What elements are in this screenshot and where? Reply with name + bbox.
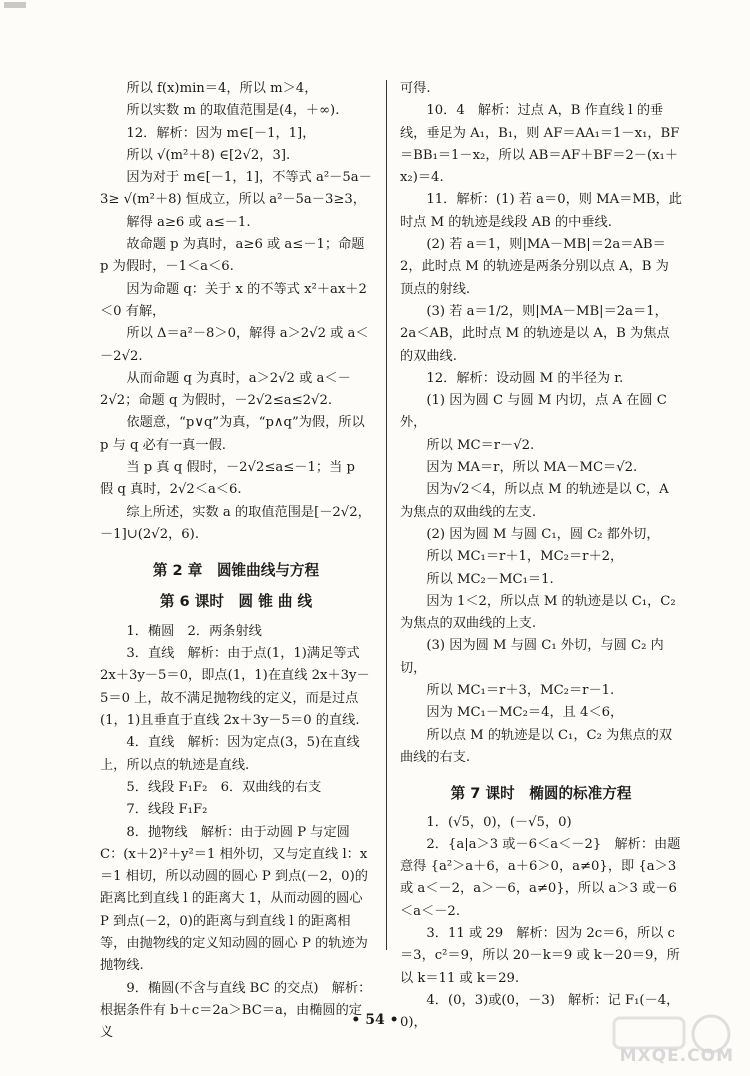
paragraph: 所以 MC₁＝r＋1，MC₂＝r＋2，	[426, 549, 624, 565]
paragraph: 因为对于 m∈[－1，1]，不等式 a²－5a－3≥ √(m²＋8) 恒成立，所以 a²－5a－3≥3，	[100, 170, 372, 208]
paragraph: (2) 因为圆 M 与圆 C₁，圆 C₂ 都外切，	[426, 526, 660, 542]
paragraph: 所以 MC₁＝r＋3，MC₂＝r－1.	[426, 683, 615, 699]
paragraph: 4．直线 解析：因为定点(3，5)在直线上，所以点的轨迹是直线.	[100, 735, 360, 773]
paragraph: 1．椭圆 2．两条射线	[126, 623, 262, 639]
paragraph: (3) 若 a＝1/2，则|MA－MB|＝2a＝1，2a＜AB，此时点 M 的轨迹是以 A，B 为焦点的双曲线.	[400, 303, 670, 364]
left-column	[100, 78, 372, 1044]
page-number: • 54 •	[351, 1012, 399, 1028]
paragraph: 2．{a|a＞3 或－6＜a＜－2} 解析：由题意得 {a²＞a＋6，a＋6＞0，a≠0}，即 {a＞3 或 a＜－2，a＞－6，a≠0}，所以 a＞3 或－6＜a＜－2.	[400, 836, 681, 919]
paragraph: 综上所述，实数 a 的取值范围是[－2√2，－1]∪(2√2，6).	[100, 504, 371, 542]
paragraph: 1．(√5，0)，(－√5，0)	[426, 814, 572, 830]
watermark-text: MXQE.COM	[619, 1046, 734, 1066]
paragraph: 所以 Δ＝a²－8＞0，解得 a＞2√2 或 a＜－2√2.	[100, 326, 369, 364]
chapter-heading: 第 2 章 圆锥曲线与方程	[152, 562, 320, 580]
paragraph: 可得.	[400, 81, 431, 96]
paragraph: 因为√2＜4，所以点 M 的轨迹是以 C，A 为焦点的双曲线的左支.	[400, 482, 669, 520]
paragraph: 10．4 解析：过点 A，B 作直线 l 的垂线，垂足为 A₁，B₁，则 AF＝AA₁＝1－x₁，BF＝BB₁＝1－x₂，所以 AB＝AF＋BF＝2－(x₁＋x₂)＝4.	[400, 103, 680, 186]
paragraph: 7．线段 F₁F₂	[126, 802, 208, 818]
paragraph: 12．解析：设动圆 M 的半径为 r.	[426, 370, 624, 386]
paragraph: 12．解析：因为 m∈[－1，1]，	[126, 125, 316, 141]
column-divider	[386, 80, 387, 950]
paragraph: 依题意，“p∨q”为真，“p∧q”为假，所以 p 与 q 必有一真一假.	[100, 415, 365, 453]
paragraph: 因为命题 q：关于 x 的不等式 x²＋ax＋2＜0 有解，	[100, 281, 367, 319]
paragraph: 解得 a≥6 或 a≤－1.	[126, 214, 251, 230]
paragraph: 所以 MC＝r－√2.	[426, 437, 535, 453]
paragraph: 因为 MA＝r，所以 MA－MC＝√2.	[426, 460, 638, 476]
paragraph: 所以 f(x)min＝4，所以 m＞4，	[126, 81, 318, 96]
paragraph: 当 p 真 q 假时，－2√2≤a≤－1；当 p 假 q 真时，2√2＜a＜6.	[100, 460, 355, 498]
paragraph: 所以点 M 的轨迹是以 C₁，C₂ 为焦点的双曲线的右支.	[400, 727, 673, 765]
paragraph: 3．11 或 29 解析：因为 2c＝6，所以 c＝3，c²＝9，所以 20－k＝9 或 k－20＝9，所以 k＝11 或 k＝29.	[400, 925, 680, 986]
paragraph: (1) 因为圆 C 与圆 M 内切，点 A 在圆 C 外，	[400, 393, 667, 431]
corner-mark	[4, 2, 26, 8]
paragraph: 8．抛物线 解析：由于动圆 P 与定圆 C：(x＋2)²＋y²＝1 相外切，又与定直线 l：x＝1 相切，所以动圆的圆心 P 到点(－2，0)的距离比到直线 l 的距离大 1，从而动圆的圆心 P 到点(－2，0)的距离与到直线 l 的距离相等，由抛物线的定义知动圆的圆心 P 的轨迹为抛物线.	[100, 824, 368, 974]
lesson-heading: 第 7 课时 椭圆的标准方程	[450, 785, 632, 803]
paragraph: 11．解析：(1) 若 a＝0，则 MA＝MB，此时点 M 的轨迹是线段 AB 的中垂线.	[400, 192, 682, 230]
paragraph: 所以 √(m²＋8) ∈[2√2，3].	[126, 147, 291, 163]
paragraph: 3．直线 解析：由于点(1，1)满足等式 2x＋3y－5＝0，即点(1，1)在直线 2x＋3y－5＝0 上，故不满足抛物线的定义，而是过点(1，1)且垂直于直线 2x＋3y－5＝0 的直线.	[100, 646, 370, 729]
right-column	[400, 78, 682, 1034]
paragraph: 故命题 p 为真时，a≥6 或 a≤－1；命题 p 为假时，－1＜a＜6.	[100, 237, 365, 275]
paragraph: 所以实数 m 的取值范围是(4，＋∞).	[126, 103, 340, 119]
paragraph: 因为 1＜2，所以点 M 的轨迹是以 C₁，C₂ 为焦点的双曲线的上支.	[400, 593, 676, 632]
lesson-heading: 第 6 课时 圆 锥 曲 线	[159, 592, 313, 610]
paragraph: (2) 若 a＝1，则|MA－MB|＝2a＝AB＝2，此时点 M 的轨迹是两条分别以点 A，B 为顶点的射线.	[400, 237, 669, 297]
paragraph: 因为 MC₁－MC₂＝4，且 4＜6，	[426, 705, 624, 721]
paragraph: 从而命题 q 为真时，a＞2√2 或 a＜－2√2；命题 q 为假时，－2√2≤a≤2√2.	[100, 370, 351, 409]
paragraph: 所以 MC₂－MC₁＝1.	[426, 571, 554, 587]
paragraph: 5．线段 F₁F₂ 6．双曲线的右支	[126, 779, 322, 795]
paragraph: 9．椭圆(不含与直线 BC 的交点) 解析：根据条件有 b＋c＝2a＞BC＝a，由椭圆的定义	[100, 980, 372, 1041]
paragraph: 4．(0，3)或(0，－3) 解析：记 F₁(－4，0)，	[400, 992, 680, 1031]
paragraph: (3) 因为圆 M 与圆 C₁ 外切，与圆 C₂ 内切，	[400, 638, 664, 676]
